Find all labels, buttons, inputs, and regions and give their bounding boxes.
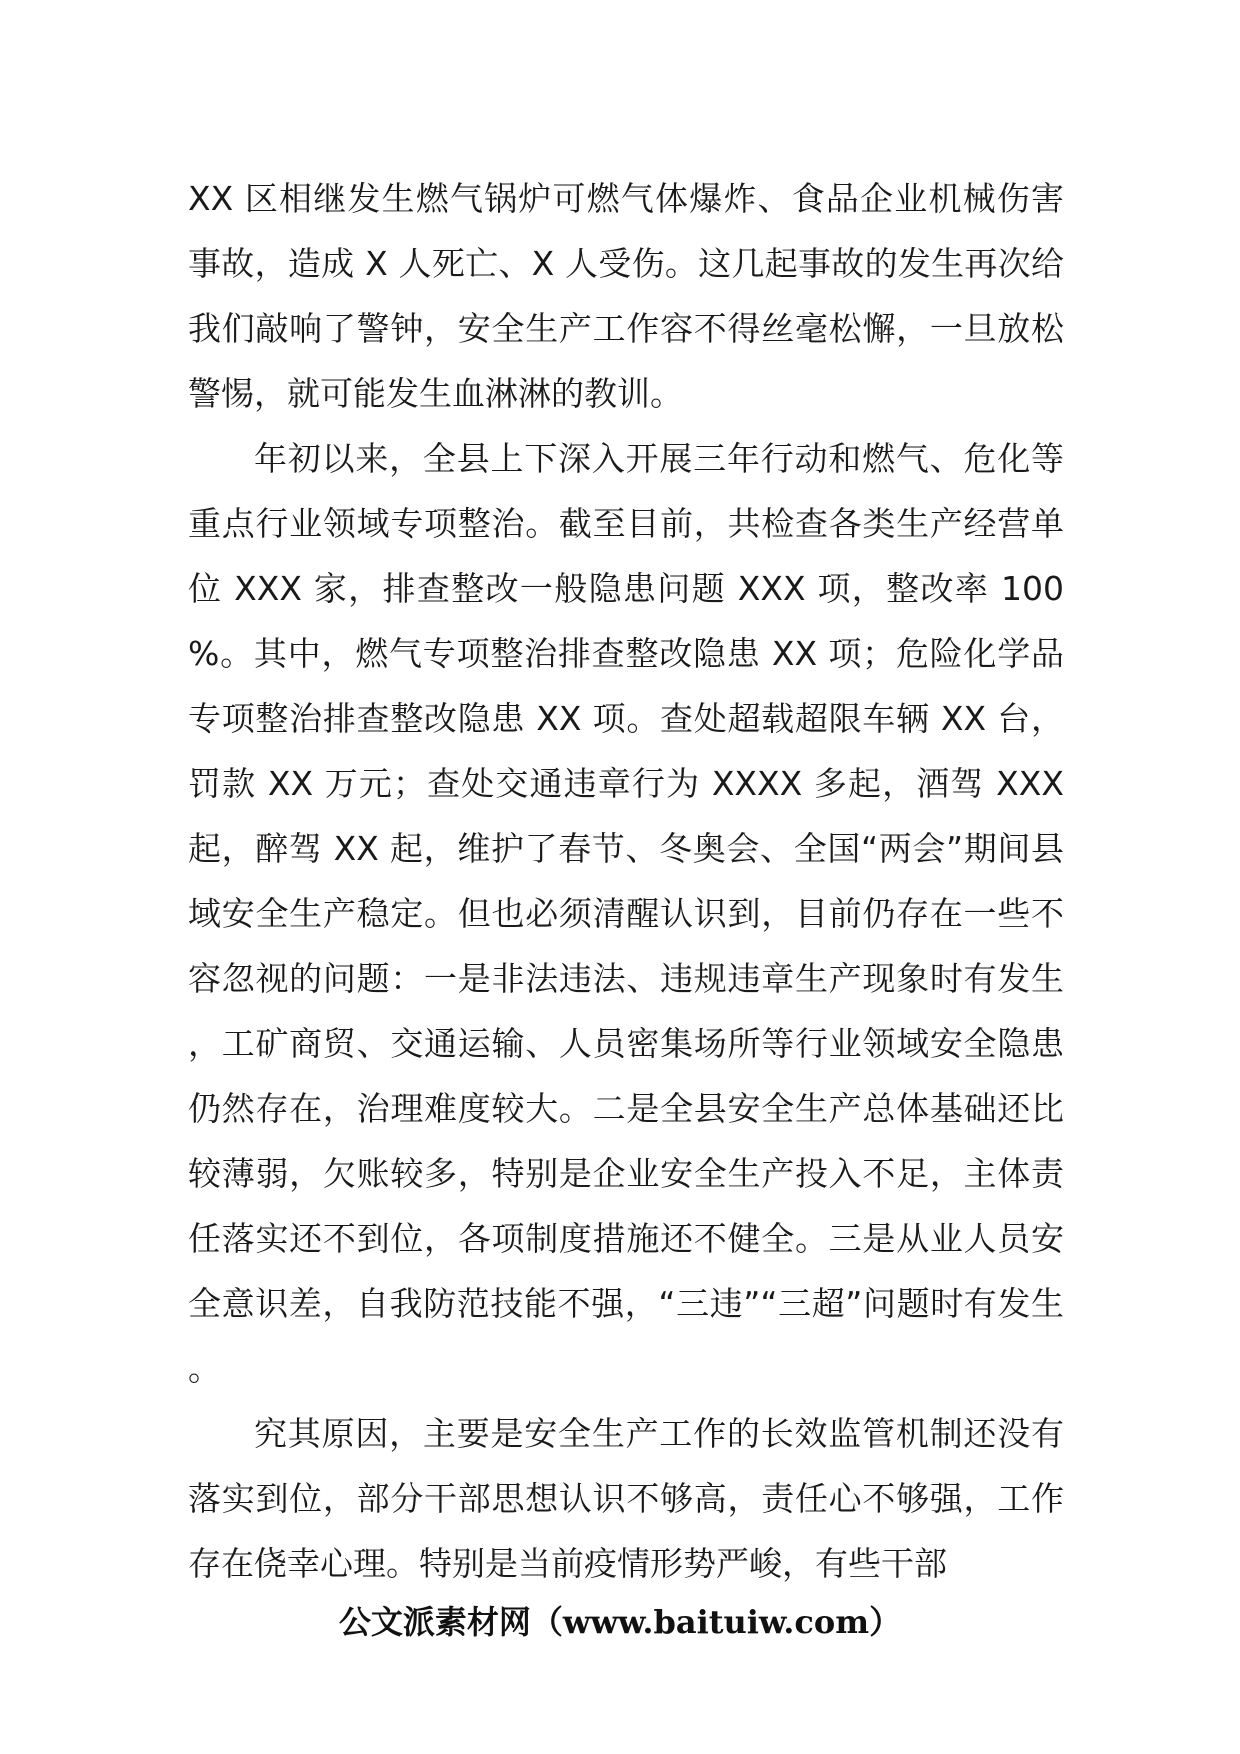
paragraph-1: XX 区相继发生燃气锅炉可燃气体爆炸、食品企业机械伤害事故，造成 X 人死亡、X 人受伤。这几起事故的发生再次给我们敲响了警钟，安全生产工作容不得丝毫松懈，一旦放松警惕，就可能发生血淋淋的教训。 [188,179,1064,413]
paragraph-2: 年初以来，全县上下深入开展三年行动和燃气、危化等重点行业领域专项整治。截至目前，共检查各类生产经营单位 XXX 家，排查整改一般隐患问题 XXX 项，整改率 100%。其中，燃气专项整治排查整改隐患 XX 项；危险化学品专项整治排查整改隐患 XX 项。查处超载超限车辆 XX 台，罚款 XX 万元；查处交通违章行为 XXXX 多起，酒驾 XXX 起，醉驾 XX 起，维护了春节、冬奥会、全国“两会”期间县域安全生产稳定。但也必须清醒认识到，目前仍存在一些不容忽视的问题：一是非法违法、违规违章生产现象时有发生，工矿商贸、交通运输、人员密集场所等行业领域安全隐患仍然存在，治理难度较大。二是全县安全生产总体基础还比较薄弱，欠账较多，特别是企业安全生产投入不足，主体责任落实还不到位，各项制度措施还不健全。三是从业人员安全意识差，自我防范技能不强，“三违”“三超”问题时有发生。 [188,439,1064,1388]
paragraph-3: 究其原因，主要是安全生产工作的长效监管机制还没有落实到位，部分干部思想认识不够高，责任心不够强，工作存在侥幸心理。特别是当前疫情形势严峻，有些干部 [188,1414,1064,1583]
document-body [188,166,1064,1596]
source-footer: 公文派素材网（www.baituiw.com） [338,1603,902,1641]
